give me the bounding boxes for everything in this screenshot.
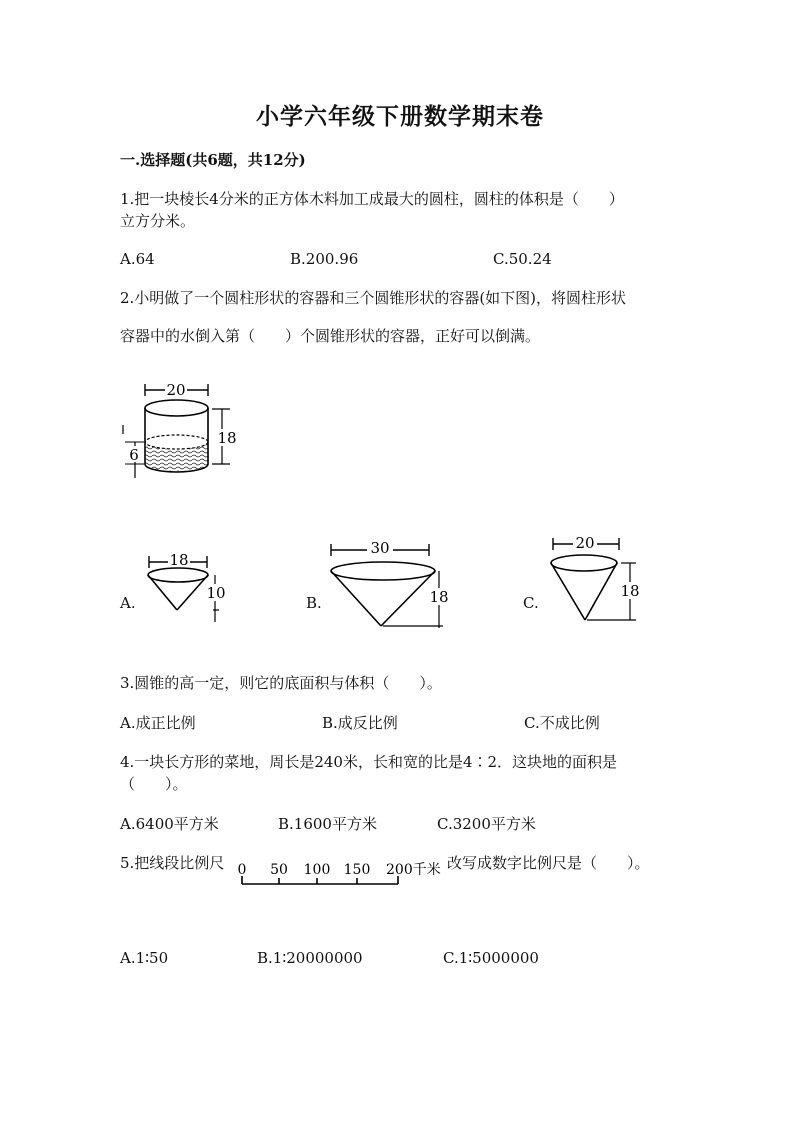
cone-b-diameter-label: 30 — [370, 539, 390, 557]
cone-b-height-label: 18 — [429, 588, 449, 606]
scale-label-150: 150 — [343, 862, 371, 878]
cylinder-figure — [120, 378, 240, 480]
cone-b-figure — [325, 538, 455, 632]
q1-option-a: A.64 — [120, 250, 155, 268]
question-1-line-2: 立方分米。 — [120, 212, 196, 230]
question-1-line-1: 1.把一块棱长4分米的正方体木料加工成最大的圆柱，圆柱的体积是（ ） — [120, 190, 624, 208]
q1-option-c: C.50.24 — [493, 250, 552, 268]
cone-b-label: B. — [306, 594, 322, 612]
question-5-suffix: 改写成数字比例尺是（ ）。 — [447, 854, 650, 872]
scale-label-100: 100 — [303, 862, 331, 878]
page-title: 小学六年级下册数学期末卷 — [256, 103, 544, 130]
scale-label-200: 200千米 — [386, 862, 441, 878]
cone-c-figure — [545, 532, 645, 624]
question-2-line-2: 容器中的水倒入第（ ）个圆锥形状的容器，正好可以倒满。 — [120, 327, 541, 345]
q5-option-c: C.1∶5000000 — [443, 949, 539, 967]
cone-c-diameter-label: 20 — [575, 534, 595, 552]
question-2-line-1: 2.小明做了一个圆柱形状的容器和三个圆锥形状的容器(如下图)，将圆柱形状 — [120, 289, 627, 307]
q4-option-a: A.6400平方米 — [120, 815, 219, 833]
question-5-prefix: 5.把线段比例尺 — [120, 854, 225, 872]
cone-c-height-label: 18 — [620, 582, 640, 600]
cone-c-label: C. — [523, 594, 539, 612]
q1-option-b: B.200.96 — [290, 250, 359, 268]
section-heading: 一.选择题(共6题，共12分) — [120, 151, 306, 169]
cone-a-diameter-label: 18 — [169, 551, 189, 569]
cylinder-height-label: 18 — [217, 429, 237, 447]
water-height-label: 6 — [129, 446, 139, 464]
question-3-line-1: 3.圆锥的高一定，则它的底面积与体积（ ）。 — [120, 674, 442, 692]
q4-option-c: C.3200平方米 — [437, 815, 536, 833]
question-4-line-2: （ ）。 — [120, 775, 188, 793]
q3-option-b: B.成反比例 — [322, 714, 398, 732]
q3-option-a: A.成正比例 — [120, 714, 196, 732]
cylinder-diameter-label: 20 — [166, 381, 186, 399]
cone-a-height-label: 10 — [206, 584, 226, 602]
cone-a-label: A. — [120, 594, 136, 612]
q5-option-a: A.1∶50 — [120, 949, 169, 967]
question-4-line-1: 4.一块长方形的菜地，周长是240米，长和宽的比是4∶2．这块地的面积是 — [120, 753, 618, 771]
q5-option-b: B.1∶20000000 — [257, 949, 363, 967]
scale-label-50: 50 — [270, 862, 288, 878]
q3-option-c: C.不成比例 — [524, 714, 600, 732]
q4-option-b: B.1600平方米 — [278, 815, 377, 833]
line-scale-figure — [236, 856, 446, 892]
cone-a-figure — [140, 548, 240, 630]
scale-label-0: 0 — [237, 862, 247, 878]
